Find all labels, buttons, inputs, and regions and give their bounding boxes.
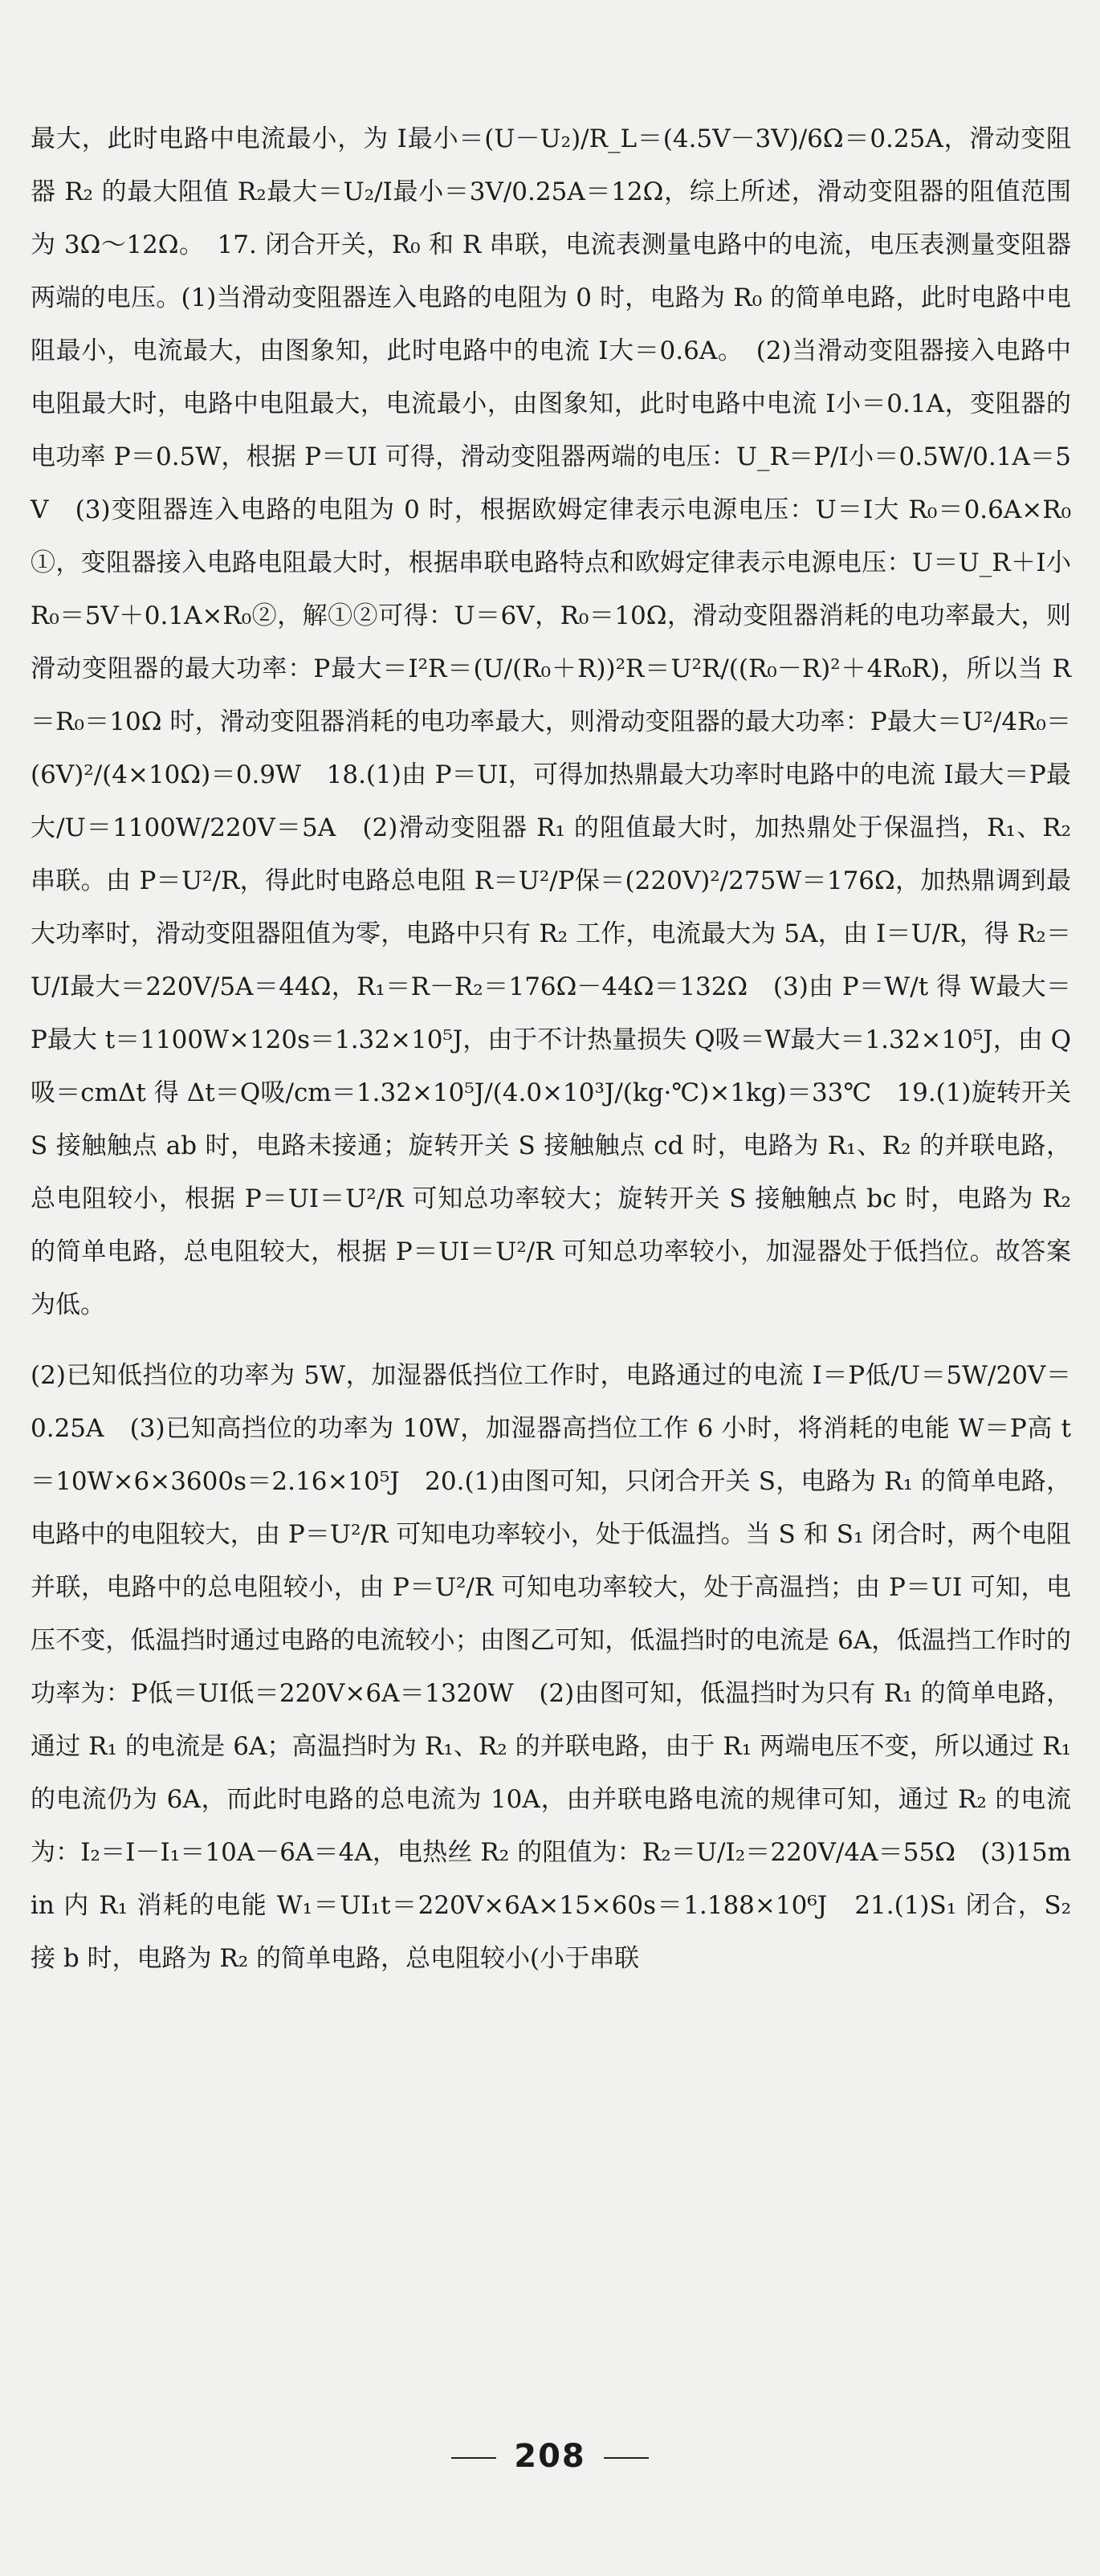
paragraph-2: (2)已知低挡位的功率为 5W，加湿器低挡位工作时，电路通过的电流 I＝P低/U＝5W/20V＝0.25A (3)已知高挡位的功率为 10W，加湿器高挡位工作 6 小时，将消耗的电能 W＝P高 t＝10W×6×3600s＝2.16×10⁵J 20.(1)由图可知，只闭合开关 S，电路为 R₁ 的简单电路，电路中的电阻较大，由 P＝U²/R 可知电功率较小，处于低温挡。当 S 和 S₁ 闭合时，两个电阻并联，电路中的总电阻较小，由 P＝U²/R 可知电功率较大，处于高温挡；由 P＝UI 可知，电压不变，低温挡时通过电路的电流较小；由图乙可知，低温挡时的电流是 6A，低温挡工作时的功率为：P低＝UI低＝220V×6A＝1320W (2)由图可知，低温挡时为只有 R₁ 的简单电路，通过 R₁ 的电流是 6A；高温挡时为 R₁、R₂ 的并联电路，由于 R₁ 两端电压不变，所以通过 R₁ 的电流仍为 6A，而此时电路的总电流为 10A，由并联电路电流的规律可知，通过 R₂ 的电流为：I₂＝I－I₁＝10A－6A＝4A，电热丝 R₂ 的阻值为：R₂＝U/I₂＝220V/4A＝55Ω (3)15min 内 R₁ 消耗的电能 W₁＝UI₁t＝220V×6A×15×60s＝1.188×10⁶J 21.(1)S₁ 闭合，S₂ 接 b 时，电路为 R₂ 的简单电路，总电阻较小(小于串联 bbox=[31, 1361, 1071, 1973]
answer-text-block bbox=[31, 112, 1071, 2003]
page-number-footer bbox=[0, 2438, 1100, 2475]
footer-dash-left bbox=[451, 2457, 496, 2459]
page-number: 208 bbox=[514, 2438, 586, 2475]
footer-dash-right bbox=[604, 2457, 649, 2459]
paragraph-1: 最大，此时电路中电流最小，为 I最小＝(U－U₂)/R_L＝(4.5V－3V)/6Ω＝0.25A，滑动变阻器 R₂ 的最大阻值 R₂最大＝U₂/I最小＝3V/0.25A＝12Ω，综上所述，滑动变阻器的阻值范围为 3Ω～12Ω。 17. 闭合开关，R₀ 和 R 串联，电流表测量电路中的电流，电压表测量变阻器两端的电压。(1)当滑动变阻器连入电路的电阻为 0 时，电路为 R₀ 的简单电路，此时电路中电阻最小，电流最大，由图象知，此时电路中的电流 I大＝0.6A。 (2)当滑动变阻器接入电路中电阻最大时，电路中电阻最大，电流最小，由图象知，此时电路中电流 I小＝0.1A，变阻器的电功率 P＝0.5W，根据 P＝UI 可得，滑动变阻器两端的电压：U_R＝P/I小＝0.5W/0.1A＝5V (3)变阻器连入电路的电阻为 0 时，根据欧姆定律表示电源电压：U＝I大 R₀＝0.6A×R₀①，变阻器接入电路电阻最大时，根据串联电路特点和欧姆定律表示电源电压：U＝U_R＋I小 R₀＝5V＋0.1A×R₀②，解①②可得：U＝6V，R₀＝10Ω，滑动变阻器消耗的电功率最大，则滑动变阻器的最大功率：P最大＝I²R＝(U/(R₀＋R))²R＝U²R/((R₀－R)²＋4R₀R)，所以当 R＝R₀＝10Ω 时，滑动变阻器消耗的电功率最大，则滑动变阻器的最大功率：P最大＝U²/4R₀＝(6V)²/(4×10Ω)＝0.9W 18.(1)由 P＝UI，可得加热鼎最大功率时电路中的电流 I最大＝P最大/U＝1100W/220V＝5A (2)滑动变阻器 R₁ 的阻值最大时，加热鼎处于保温挡，R₁、R₂ 串联。由 P＝U²/R，得此时电路总电阻 R＝U²/P保＝(220V)²/275W＝176Ω，加热鼎调到最大功率时，滑动变阻器阻值为零，电路中只有 R₂ 工作，电流最大为 5A，由 I＝U/R，得 R₂＝U/I最大＝220V/5A＝44Ω，R₁＝R－R₂＝176Ω－44Ω＝132Ω (3)由 P＝W/t 得 W最大＝P最大 t＝1100W×120s＝1.32×10⁵J，由于不计热量损失 Q吸＝W最大＝1.32×10⁵J，由 Q吸＝cmΔt 得 Δt＝Q吸/cm＝1.32×10⁵J/(4.0×10³J/(kg·℃)×1kg)＝33℃ 19.(1)旋转开关 S 接触触点 ab 时，电路未接通；旋转开关 S 接触触点 cd 时，电路为 R₁、R₂ 的并联电路，总电阻较小，根据 P＝UI＝U²/R 可知总功率较大；旋转开关 S 接触触点 bc 时，电路为 R₂ 的简单电路，总电阻较大，根据 P＝UI＝U²/R 可知总功率较小，加湿器处于低挡位。故答案为低。 bbox=[31, 124, 1071, 1319]
